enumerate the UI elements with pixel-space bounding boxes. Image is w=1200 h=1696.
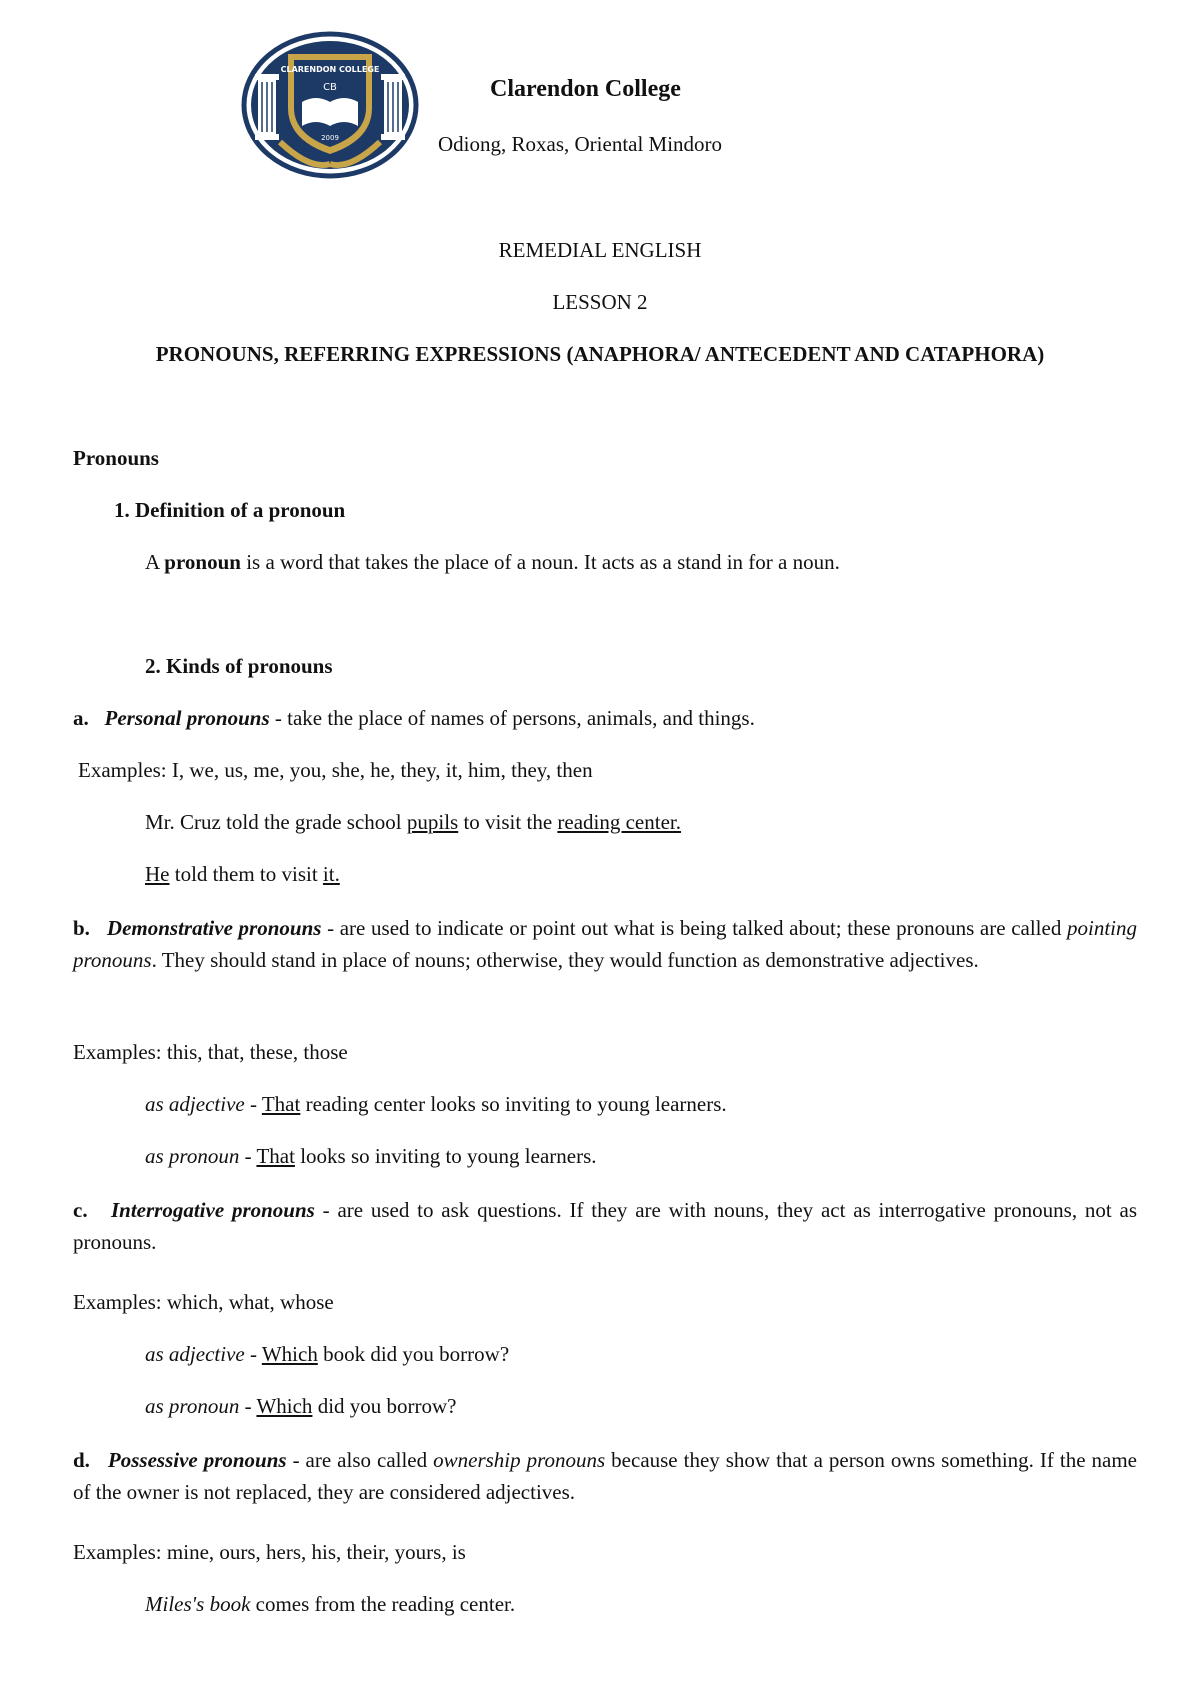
topic-title: PRONOUNS, REFERRING EXPRESSIONS (ANAPHORA/ ANTECEDENT AND CATAPHORA)	[155, 342, 1045, 366]
svg-text:2009: 2009	[321, 134, 339, 142]
demonstrative-pronouns-definition: b. Demonstrative pronouns - are used to indicate or point out what is being talked about; these pronouns are called pointing pronouns. They should stand in place of nouns; otherwise, they would function as demonstrative adjectives.	[73, 916, 1138, 972]
possessive-pronouns-definition: d. Possessive pronouns - are also called ownership pronouns because they show that a person owns something. If the name of the owner is not replaced, they are considered adjectives.	[73, 1448, 1137, 1504]
personal-sentence-1: Mr. Cruz told the grade school pupils to visit the reading center.	[145, 810, 681, 834]
demonstrative-examples: Examples: this, that, these, those	[73, 1040, 348, 1064]
college-name: Clarendon College	[490, 76, 681, 102]
personal-pronouns-definition: a. Personal pronouns - take the place of names of persons, animals, and things.	[73, 706, 755, 730]
section-heading: Pronouns	[73, 446, 159, 470]
kinds-heading: 2. Kinds of pronouns	[145, 654, 333, 678]
personal-sentence-2: He told them to visit it.	[145, 862, 340, 886]
svg-text:CB: CB	[323, 82, 337, 93]
definition-heading: 1. Definition of a pronoun	[114, 498, 346, 522]
interrogative-pronouns-definition: c. Interrogative pronouns - are used to ask questions. If they are with nouns, they act as interrogative pronouns, not as pronouns.	[73, 1198, 1137, 1254]
interrogative-adjective-example: as adjective - Which book did you borrow?	[145, 1342, 510, 1366]
lesson-title: LESSON 2	[552, 290, 648, 314]
demonstrative-pronoun-example: as pronoun - That looks so inviting to young learners.	[145, 1144, 597, 1168]
subject-title: REMEDIAL ENGLISH	[498, 238, 702, 262]
interrogative-examples: Examples: which, what, whose	[73, 1290, 334, 1314]
possessive-examples: Examples: mine, ours, hers, his, their, yours, is	[73, 1540, 466, 1564]
demonstrative-adjective-example: as adjective - That reading center looks so inviting to young learners.	[145, 1092, 727, 1116]
svg-text:CLARENDON COLLEGE: CLARENDON COLLEGE	[280, 65, 380, 74]
college-address: Odiong, Roxas, Oriental Mindoro	[438, 132, 723, 156]
possessive-sentence-1: Miles's book comes from the reading center.	[145, 1592, 516, 1616]
interrogative-pronoun-example: as pronoun - Which did you borrow?	[145, 1394, 457, 1418]
definition-text: A pronoun is a word that takes the place of a noun. It acts as a stand in for a noun.	[145, 550, 840, 574]
personal-examples: Examples: I, we, us, me, you, she, he, they, it, him, they, then	[78, 758, 593, 782]
college-seal-logo	[240, 30, 420, 180]
